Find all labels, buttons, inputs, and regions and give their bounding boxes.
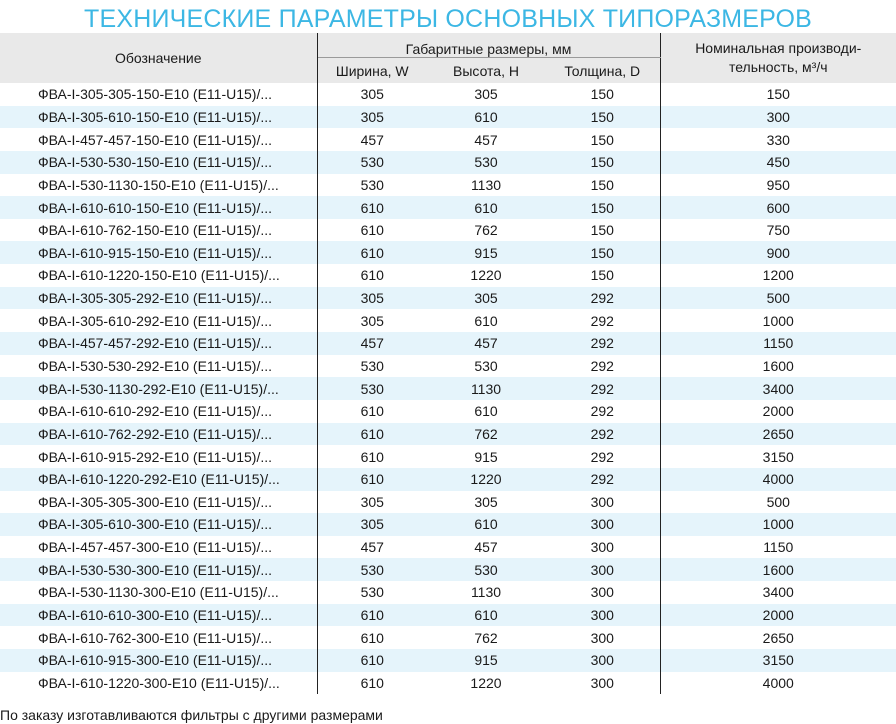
cell-thickness: 292 [545, 468, 660, 491]
cell-designation: ФВА-I-457-457-150-Е10 (Е11-U15)/... [0, 128, 317, 151]
table-row [0, 536, 896, 559]
cell-designation: ФВА-I-457-457-292-Е10 (Е11-U15)/... [0, 332, 317, 355]
header-performance-line1: Номинальная производи- [695, 40, 862, 56]
table-row [0, 423, 896, 446]
cell-designation: ФВА-I-610-915-300-Е10 (Е11-U15)/... [0, 649, 317, 672]
cell-thickness: 150 [545, 196, 660, 219]
table-row [0, 287, 896, 310]
cell-width: 305 [360, 312, 384, 329]
header-thickness: Толщина, D [545, 58, 660, 84]
cell-width: 530 [360, 584, 384, 601]
cell-height: 305 [474, 493, 498, 510]
cell-width: 530 [317, 151, 427, 174]
cell-thickness: 300 [545, 491, 660, 514]
table-row [0, 377, 896, 400]
table-row [0, 649, 896, 672]
cell-height: 1220 [470, 674, 502, 691]
cell-thickness: 150 [545, 106, 660, 129]
cell-width: 305 [317, 106, 427, 129]
spec-table [0, 33, 896, 694]
cell-width: 305 [360, 493, 384, 510]
cell-thickness: 150 [545, 174, 660, 197]
cell-width: 610 [317, 604, 427, 627]
cell-designation: ФВА-I-610-915-150-Е10 (Е11-U15)/... [0, 241, 317, 264]
cell-width: 530 [317, 558, 427, 581]
cell-performance: 1000 [762, 312, 794, 329]
cell-width: 530 [317, 377, 427, 400]
cell-height: 457 [474, 131, 498, 148]
table-row [0, 626, 896, 649]
table-row [0, 445, 896, 468]
cell-height: 610 [427, 196, 545, 219]
table-row [0, 106, 896, 129]
cell-designation: ФВА-I-610-610-150-Е10 (Е11-U15)/... [0, 196, 317, 219]
table-row [0, 513, 896, 536]
cell-designation: ФВА-I-305-305-150-Е10 (Е11-U15)/... [0, 83, 317, 106]
cell-thickness: 292 [545, 400, 660, 423]
cell-height: 915 [427, 649, 545, 672]
table-row [0, 355, 896, 378]
table-row [0, 558, 896, 581]
cell-performance: 3400 [660, 377, 896, 400]
cell-designation: ФВА-I-530-1130-300-Е10 (Е11-U15)/... [0, 581, 317, 604]
cell-performance: 900 [660, 241, 896, 264]
table-row [0, 672, 896, 695]
table-row [0, 491, 896, 514]
cell-designation: ФВА-I-305-610-150-Е10 (Е11-U15)/... [0, 106, 317, 129]
table-row [0, 151, 896, 174]
cell-height: 610 [427, 513, 545, 536]
cell-width: 610 [360, 629, 384, 646]
cell-height: 610 [474, 312, 498, 329]
cell-performance: 4000 [660, 468, 896, 491]
cell-performance: 2650 [660, 423, 896, 446]
cell-width: 305 [317, 287, 427, 310]
cell-designation: ФВА-I-305-610-300-Е10 (Е11-U15)/... [0, 513, 317, 536]
cell-designation: ФВА-I-610-762-300-Е10 (Е11-U15)/... [0, 626, 317, 649]
cell-height: 610 [474, 403, 498, 420]
header-designation: Обозначение [0, 33, 317, 83]
page-title: ТЕХНИЧЕСКИЕ ПАРАМЕТРЫ ОСНОВНЫХ ТИПОРАЗМЕРОВ [83, 5, 812, 33]
cell-height: 1130 [470, 584, 502, 601]
table-body [0, 83, 896, 694]
cell-height: 762 [427, 423, 545, 446]
cell-designation: ФВА-I-530-1130-150-Е10 (Е11-U15)/... [0, 174, 317, 197]
cell-designation: ФВА-I-305-610-292-Е10 (Е11-U15)/... [0, 309, 317, 332]
cell-performance: 1150 [763, 539, 794, 556]
table-row [0, 241, 896, 264]
cell-width: 530 [360, 358, 384, 374]
cell-performance: 1600 [660, 558, 896, 581]
cell-performance: 2000 [762, 403, 794, 420]
cell-height: 1220 [470, 267, 502, 284]
cell-width: 610 [360, 403, 384, 420]
cell-height: 610 [427, 106, 545, 129]
cell-width: 610 [317, 468, 427, 491]
cell-performance: 600 [660, 196, 896, 219]
cell-designation: ФВА-I-610-610-300-Е10 (Е11-U15)/... [0, 604, 317, 627]
cell-thickness: 150 [545, 264, 660, 287]
cell-height: 457 [474, 539, 498, 556]
cell-thickness: 300 [545, 649, 660, 672]
cell-thickness: 292 [545, 355, 660, 378]
cell-height: 305 [474, 86, 498, 103]
cell-performance: 4000 [762, 674, 794, 691]
cell-performance: 150 [766, 86, 790, 103]
cell-width: 305 [360, 86, 384, 103]
cell-width: 457 [360, 539, 384, 556]
table-header [0, 33, 896, 83]
cell-height: 305 [427, 287, 545, 310]
cell-designation: ФВА-I-610-915-292-Е10 (Е11-U15)/... [0, 445, 317, 468]
cell-width: 610 [317, 196, 427, 219]
cell-thickness: 292 [545, 445, 660, 468]
cell-designation: ФВА-I-457-457-300-Е10 (Е11-U15)/... [0, 536, 317, 559]
cell-width: 305 [317, 513, 427, 536]
header-width: Ширина, W [317, 58, 427, 84]
cell-height: 915 [474, 448, 498, 465]
cell-width: 457 [360, 131, 384, 148]
cell-width: 610 [317, 241, 427, 264]
cell-designation: ФВА-I-610-762-292-Е10 (Е11-U15)/... [0, 423, 317, 446]
cell-designation: ФВА-I-305-305-300-Е10 (Е11-U15)/... [0, 491, 317, 514]
table-row [0, 468, 896, 491]
cell-designation: ФВА-I-305-305-292-Е10 (Е11-U15)/... [0, 287, 317, 310]
cell-thickness: 292 [545, 377, 660, 400]
cell-width: 610 [317, 423, 427, 446]
cell-height: 530 [427, 151, 545, 174]
table-row [0, 128, 896, 151]
cell-thickness: 150 [545, 241, 660, 264]
table-row [0, 174, 896, 197]
cell-thickness: 300 [545, 672, 660, 695]
cell-thickness: 300 [545, 604, 660, 627]
cell-width: 610 [360, 267, 384, 284]
cell-performance: 2650 [762, 629, 794, 646]
cell-thickness: 150 [545, 83, 660, 106]
cell-performance: 1000 [660, 513, 896, 536]
cell-performance: 300 [660, 106, 896, 129]
cell-width: 610 [360, 222, 384, 239]
cell-width: 610 [360, 674, 384, 691]
table-row [0, 219, 896, 242]
cell-width: 610 [360, 448, 384, 465]
cell-designation: ФВА-I-530-530-150-Е10 (Е11-U15)/... [0, 151, 317, 174]
cell-thickness: 292 [545, 309, 660, 332]
cell-performance: 750 [766, 222, 790, 239]
cell-thickness: 292 [545, 332, 660, 355]
cell-thickness: 300 [545, 581, 660, 604]
cell-height: 1130 [470, 176, 502, 193]
cell-thickness: 300 [545, 536, 660, 559]
cell-thickness: 300 [545, 513, 660, 536]
table-row [0, 604, 896, 627]
cell-thickness: 150 [545, 219, 660, 242]
cell-thickness: 300 [545, 558, 660, 581]
cell-thickness: 292 [545, 287, 660, 310]
header-dimensions-group: Габаритные размеры, мм [317, 33, 660, 58]
cell-thickness: 292 [545, 423, 660, 446]
cell-designation: ФВА-I-530-1130-292-Е10 (Е11-U15)/... [0, 377, 317, 400]
cell-height: 762 [474, 629, 498, 646]
cell-performance: 1150 [660, 332, 896, 355]
cell-height: 530 [427, 558, 545, 581]
header-performance [660, 33, 896, 83]
table-row [0, 332, 896, 355]
cell-designation: ФВА-I-610-1220-300-Е10 (Е11-U15)/... [0, 672, 317, 695]
cell-performance: 500 [766, 493, 790, 510]
header-height: Высота, H [427, 58, 545, 84]
table-row [0, 264, 896, 287]
cell-thickness: 150 [545, 128, 660, 151]
table-row [0, 196, 896, 219]
cell-width: 530 [360, 176, 384, 193]
cell-performance: 3150 [762, 448, 794, 465]
footnote: По заказу изготавливаются фильтры с другими размерами [0, 707, 383, 723]
header-performance-line2: тельность, м³/ч [728, 59, 828, 75]
cell-thickness: 150 [545, 151, 660, 174]
cell-designation: ФВА-I-610-1220-292-Е10 (Е11-U15)/... [0, 468, 317, 491]
table-row [0, 309, 896, 332]
cell-width: 457 [317, 332, 427, 355]
cell-height: 610 [427, 604, 545, 627]
cell-thickness: 300 [545, 626, 660, 649]
cell-performance: 1600 [762, 358, 794, 374]
cell-height: 1130 [427, 377, 545, 400]
cell-designation: ФВА-I-530-530-300-Е10 (Е11-U15)/... [0, 558, 317, 581]
cell-designation: ФВА-I-610-762-150-Е10 (Е11-U15)/... [0, 219, 317, 242]
table-row [0, 581, 896, 604]
cell-performance: 500 [660, 287, 896, 310]
cell-performance: 1200 [762, 267, 794, 284]
table-row [0, 83, 896, 106]
cell-performance: 2000 [660, 604, 896, 627]
cell-performance: 450 [660, 151, 896, 174]
cell-height: 457 [427, 332, 545, 355]
cell-designation: ФВА-I-530-530-292-Е10 (Е11-U15)/... [0, 355, 317, 378]
cell-width: 610 [317, 649, 427, 672]
cell-performance: 3400 [762, 584, 794, 601]
cell-height: 762 [474, 222, 498, 239]
cell-designation: ФВА-I-610-610-292-Е10 (Е11-U15)/... [0, 400, 317, 423]
cell-performance: 3150 [660, 649, 896, 672]
cell-designation: ФВА-I-610-1220-150-Е10 (Е11-U15)/... [0, 264, 317, 287]
cell-height: 1220 [427, 468, 545, 491]
cell-height: 915 [427, 241, 545, 264]
cell-performance: 950 [766, 176, 790, 193]
cell-performance: 330 [766, 131, 790, 148]
cell-height: 530 [474, 358, 498, 374]
table-row [0, 400, 896, 423]
